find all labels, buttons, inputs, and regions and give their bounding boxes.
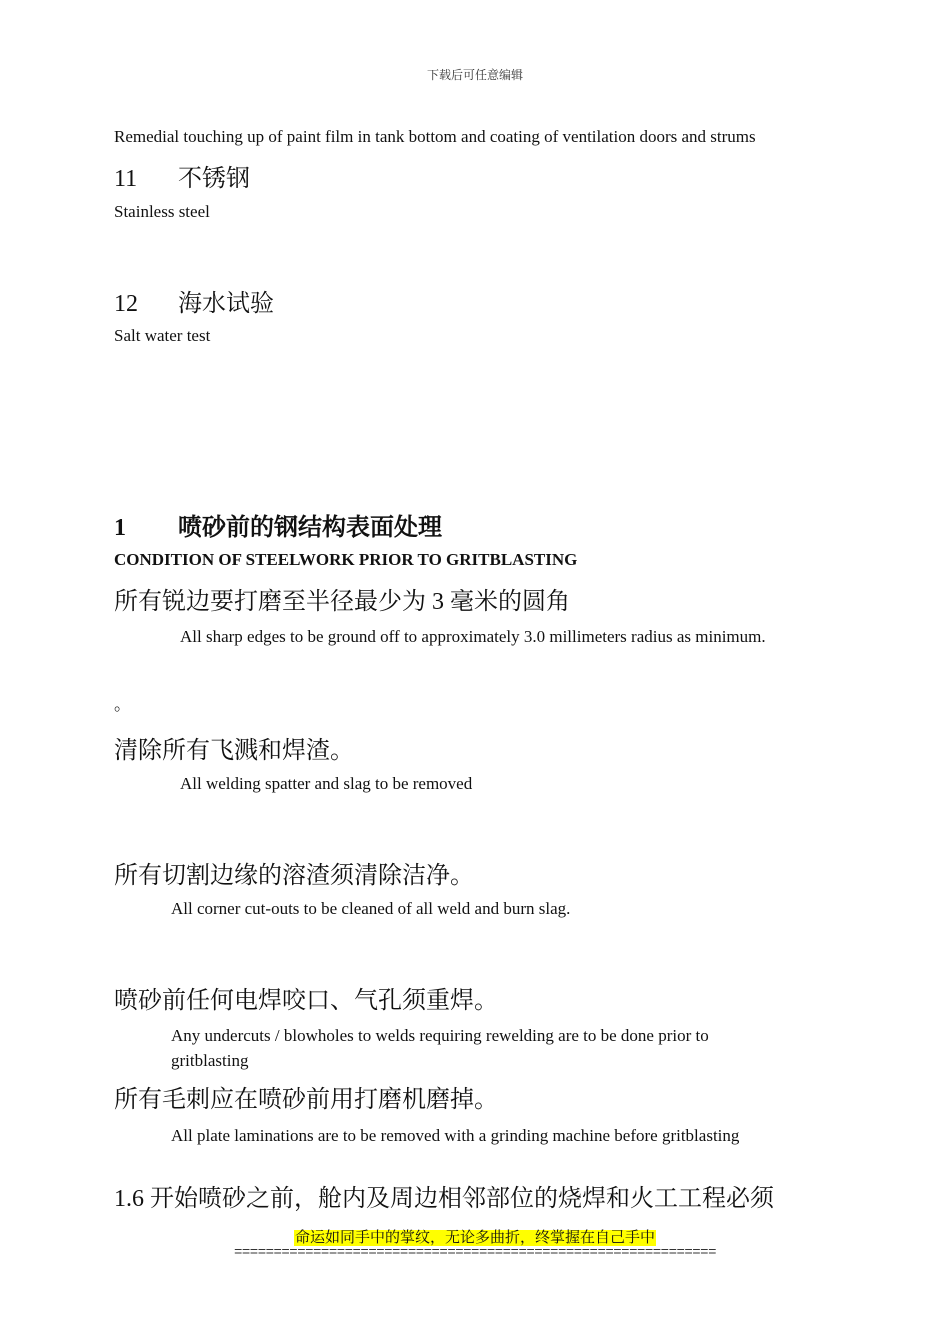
paragraph-5-en: Any undercuts / blowholes to welds requiring rewelding are to be done prior to gritblasting <box>171 1026 709 1070</box>
item-12-title-en: Salt water test <box>114 326 211 345</box>
footer-highlight <box>0 1226 950 1247</box>
paragraph-1-cn: 所有锐边要打磨至半径最少为 3 毫米的圆角 <box>114 589 570 615</box>
intro-line: Remedial touching up of paint film in tank bottom and coating of ventilation doors and strums <box>114 127 756 146</box>
item-11-number: 11 <box>114 166 138 192</box>
paragraph-1-en: All sharp edges to be ground off to approximately 3.0 millimeters radius as minimum. <box>180 627 766 646</box>
paragraph-7-cn: 1.6 开始喷砂之前，舱内及周边相邻部位的烧焊和火工工程必须 <box>114 1186 774 1212</box>
item-12-number: 12 <box>114 291 138 317</box>
paragraph-6-cn: 所有毛刺应在喷砂前用打磨机磨掉。 <box>114 1087 498 1113</box>
item-12-heading <box>114 283 274 318</box>
section-1-heading <box>114 507 442 542</box>
footer-rule: ============================================================= <box>234 1245 716 1261</box>
item-11-title-en: Stainless steel <box>114 202 210 221</box>
paragraph-2-cn: 。 <box>114 695 131 714</box>
item-11-title-cn: 不锈钢 <box>178 166 250 192</box>
paragraph-6-en: All plate laminations are to be removed with a grinding machine before gritblasting <box>171 1126 740 1145</box>
section-1-title-en: CONDITION OF STEELWORK PRIOR TO GRITBLASTING <box>114 550 578 569</box>
paragraph-4-cn: 所有切割边缘的溶渣须清除洁净。 <box>114 863 474 889</box>
section-1-title-cn: 喷砂前的钢结构表面处理 <box>178 515 442 541</box>
item-12-title-cn: 海水试验 <box>178 291 274 317</box>
paragraph-3-en: All welding spatter and slag to be removed <box>180 774 473 793</box>
item-11-heading <box>114 158 250 193</box>
paragraph-4-en: All corner cut-outs to be cleaned of all weld and burn slag. <box>171 899 571 918</box>
footer-highlight-text: 命运如同手中的掌纹，无论多曲折，终掌握在自己手中 <box>294 1230 655 1246</box>
page-header-note: 下载后可任意编辑 <box>426 68 523 82</box>
section-1-number: 1 <box>114 515 126 541</box>
paragraph-5-cn: 喷砂前任何电焊咬口、气孔须重焊。 <box>114 988 498 1014</box>
paragraph-3-cn: 清除所有飞溅和焊渣。 <box>114 738 354 764</box>
